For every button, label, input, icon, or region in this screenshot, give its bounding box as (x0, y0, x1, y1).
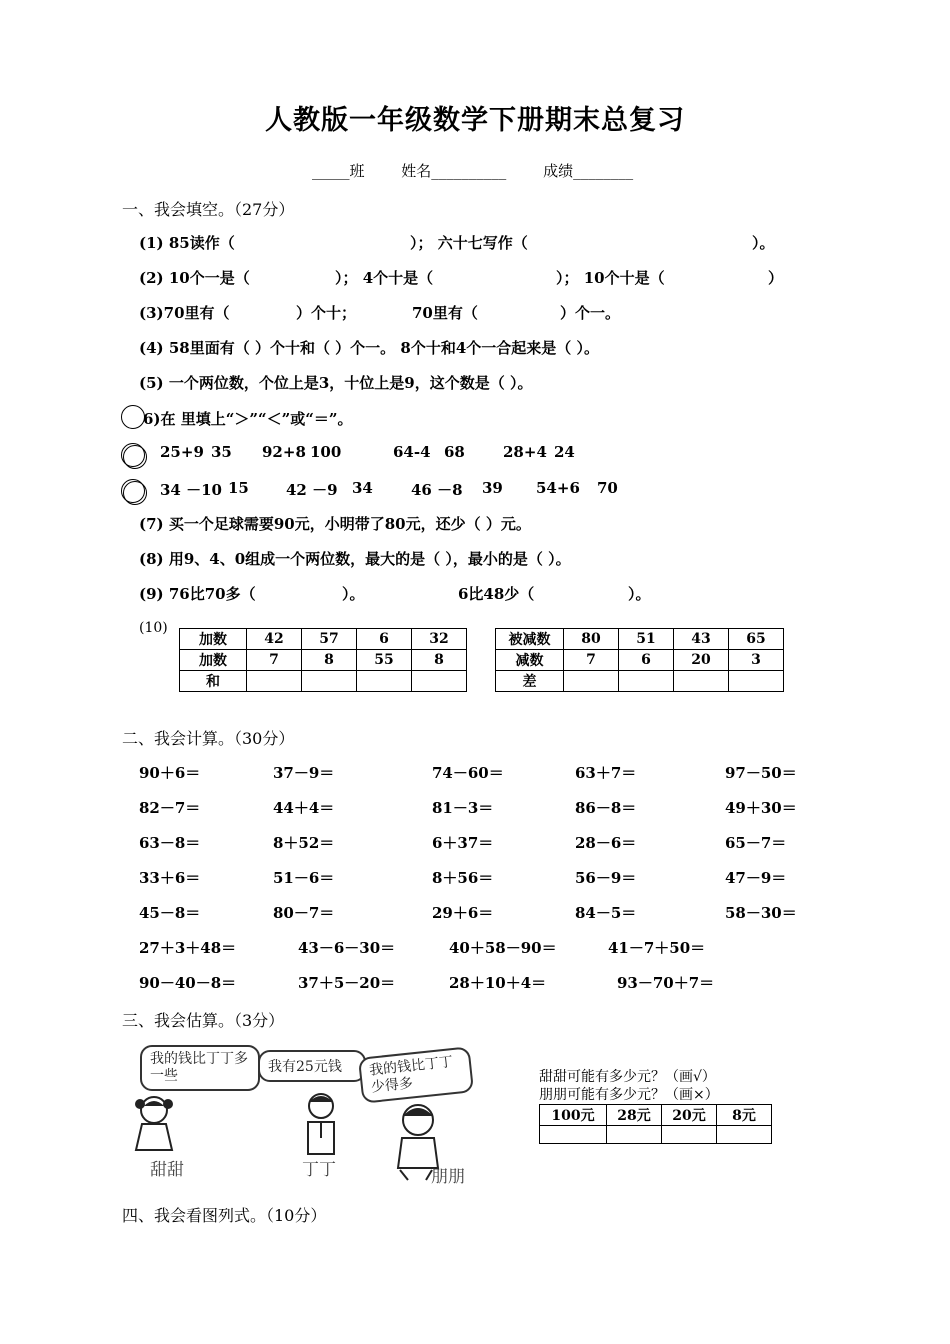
question-2-part-c: ）； 10个十是（ (556, 269, 665, 287)
calc-problem: 81－3＝ (432, 799, 494, 817)
compare-value: 34 (352, 479, 373, 497)
answer-cell[interactable] (674, 671, 729, 692)
table-row (180, 629, 467, 650)
answer-cell[interactable] (619, 671, 674, 692)
compare-expr: 34 －10 (160, 481, 222, 499)
compare-expr: 25+9 (160, 443, 204, 461)
calc-problem: 90－40－8＝ (139, 974, 237, 992)
question-1-part-a: (1) 85读作（ (139, 234, 235, 252)
question-3-part-d: ）个一。 (560, 304, 621, 322)
calc-problem: 44＋4＝ (273, 799, 335, 817)
compare-value: 39 (482, 479, 503, 497)
calc-problem: 90＋6＝ (139, 764, 201, 782)
table-cell: 加数 (180, 629, 247, 650)
name-field: 姓名__________ (401, 162, 507, 180)
table-cell: 43 (674, 629, 729, 650)
estimate-question-b: 朋朋可能有多少元？（画×） (539, 1087, 719, 1103)
answer-cell[interactable] (247, 671, 302, 692)
compare-expr: 54+6 (536, 479, 580, 497)
compare-expr: 46 －8 (411, 481, 463, 499)
answer-cell[interactable] (412, 671, 467, 692)
table-cell: 加数 (180, 650, 247, 671)
table-cell: 32 (412, 629, 467, 650)
table-cell: 57 (302, 629, 357, 650)
answer-cell[interactable] (540, 1126, 607, 1144)
calc-problem: 74－60＝ (432, 764, 504, 782)
option-cell: 20元 (662, 1105, 717, 1126)
calc-problem: 97－50＝ (725, 764, 797, 782)
table-row (540, 1105, 772, 1126)
compare-expr: 42 －9 (286, 481, 338, 499)
table-row (540, 1126, 772, 1144)
speech-bubble-pengpeng: 我的钱比丁丁少得多 (358, 1046, 474, 1103)
score-field: 成绩________ (543, 162, 634, 180)
table-cell: 6 (619, 650, 674, 671)
answer-cell[interactable] (564, 671, 619, 692)
label-tiantian: 甜甜 (150, 1160, 184, 1180)
calc-problem: 33＋6＝ (139, 869, 201, 887)
calc-problem: 41－7＋50＝ (608, 939, 706, 957)
question-1-part-c: ）。 (752, 234, 775, 252)
calc-problem: 6＋37＝ (432, 834, 494, 852)
calc-problem: 40＋58－90＝ (449, 939, 557, 957)
question-3-part-a: (3)70里有（ (139, 304, 230, 322)
table-row (496, 629, 784, 650)
calc-problem: 8＋52＝ (273, 834, 335, 852)
table-cell: 差 (496, 671, 564, 692)
calc-problem: 47－9＝ (725, 869, 787, 887)
section-2-heading: 二、我会计算。（30分） (122, 729, 295, 748)
calc-problem: 65－7＝ (725, 834, 787, 852)
calc-problem: 29＋6＝ (432, 904, 494, 922)
question-1-part-b: ）； 六十七写作（ (410, 234, 528, 252)
table-cell: 8 (412, 650, 467, 671)
compare-value: 15 (228, 479, 249, 497)
calc-problem: 56－9＝ (575, 869, 637, 887)
calc-problem: 49＋30＝ (725, 799, 797, 817)
speech-bubble-dingding: 我有25元钱 (258, 1050, 366, 1082)
section-1-heading: 一、我会填空。（27分） (122, 200, 295, 219)
calc-problem: 28＋10＋4＝ (449, 974, 547, 992)
question-4: (4) 58里面有（ ）个十和（ ）个一。 8个十和4个一合起来是（ ）。 (139, 339, 599, 357)
calc-problem: 45－8＝ (139, 904, 201, 922)
question-9-part-d: ）。 (628, 585, 651, 603)
table-row (180, 650, 467, 671)
question-3-part-b: ）个十； (296, 304, 357, 322)
table-cell: 6 (357, 629, 412, 650)
calc-problem: 93－70＋7＝ (617, 974, 715, 992)
question-9-part-a: (9) 76比70多（ (139, 585, 256, 603)
table-cell: 减数 (496, 650, 564, 671)
section-4-heading: 四、我会看图列式。（10分） (122, 1206, 327, 1225)
table-cell: 3 (729, 650, 784, 671)
compare-value: 35 (211, 443, 232, 461)
subtraction-table (495, 628, 784, 692)
label-pengpeng: 朋朋 (431, 1167, 465, 1187)
student-info-line (312, 160, 665, 181)
compare-expr: 64-4 (393, 443, 431, 461)
page-title: 人教版一年级数学下册期末总复习 (265, 105, 685, 136)
calc-problem: 80－7＝ (273, 904, 335, 922)
compare-value: 100 (310, 443, 342, 461)
table-cell: 7 (247, 650, 302, 671)
compare-expr: 28+4 (503, 443, 547, 461)
calc-problem: 37－9＝ (273, 764, 335, 782)
compare-value: 24 (554, 443, 575, 461)
compare-expr: 92+8 (262, 443, 306, 461)
calc-problem: 63－8＝ (139, 834, 201, 852)
option-cell: 100元 (540, 1105, 607, 1126)
calc-problem: 8＋56＝ (432, 869, 494, 887)
question-9-part-b: ）。 (342, 585, 365, 603)
calc-problem: 86－8＝ (575, 799, 637, 817)
estimate-options-table (539, 1104, 772, 1144)
question-8: (8) 用9、4、0组成一个两位数，最大的是（ ），最小的是（ ）。 (139, 550, 571, 568)
table-cell: 55 (357, 650, 412, 671)
table-cell: 20 (674, 650, 729, 671)
circle-placeholder-icon (121, 405, 145, 429)
table-cell: 65 (729, 629, 784, 650)
question-2-part-a: (2) 10个一是（ (139, 269, 250, 287)
table-cell: 和 (180, 671, 247, 692)
calc-problem: 51－6＝ (273, 869, 335, 887)
section-3-heading: 三、我会估算。（3分） (122, 1011, 285, 1030)
question-2-part-d: ） (768, 269, 784, 287)
girl-figure-icon (124, 1090, 184, 1156)
answer-cell[interactable] (717, 1126, 772, 1144)
answer-cell[interactable] (729, 671, 784, 692)
calc-problem: 28－6＝ (575, 834, 637, 852)
calc-problem: 43－6－30＝ (298, 939, 396, 957)
label-dingding: 丁丁 (302, 1160, 336, 1180)
estimate-question-a: 甜甜可能有多少元？（画√） (539, 1069, 716, 1085)
table-cell: 42 (247, 629, 302, 650)
table-cell: 7 (564, 650, 619, 671)
question-2-part-b: ）； 4个十是（ (335, 269, 434, 287)
calc-problem: 63＋7＝ (575, 764, 637, 782)
table-row (496, 671, 784, 692)
question-3-part-c: 70里有（ (412, 304, 478, 322)
addition-table (179, 628, 467, 692)
calc-problem: 37＋5－20＝ (298, 974, 396, 992)
compare-value: 68 (444, 443, 465, 461)
calc-problem: 82－7＝ (139, 799, 201, 817)
option-cell: 28元 (607, 1105, 662, 1126)
circle-placeholder-icon (123, 481, 147, 505)
table-row (496, 650, 784, 671)
question-7: (7) 买一个足球需要90元，小明带了80元，还少（ ）元。 (139, 515, 531, 533)
answer-cell[interactable] (357, 671, 412, 692)
table-cell: 8 (302, 650, 357, 671)
calc-problem: 84－5＝ (575, 904, 637, 922)
class-field: _____班 (312, 162, 365, 180)
answer-cell[interactable] (662, 1126, 717, 1144)
compare-value: 70 (597, 479, 618, 497)
question-6: 6)在 里填上“＞”“＜”或“＝”。 (143, 410, 353, 428)
question-10-label: (10) (139, 620, 168, 636)
circle-placeholder-icon (123, 445, 147, 469)
calc-problem: 27＋3＋48＝ (139, 939, 237, 957)
answer-cell[interactable] (607, 1126, 662, 1144)
option-cell: 8元 (717, 1105, 772, 1126)
boy-figure-icon (296, 1088, 346, 1158)
answer-cell[interactable] (302, 671, 357, 692)
table-row (180, 671, 467, 692)
question-9-part-c: 6比48少（ (458, 585, 535, 603)
table-cell: 51 (619, 629, 674, 650)
table-cell: 被减数 (496, 629, 564, 650)
table-cell: 80 (564, 629, 619, 650)
speech-bubble-tiantian: 我的钱比丁丁多一些 (140, 1045, 260, 1091)
calc-problem: 58－30＝ (725, 904, 797, 922)
question-5: (5) 一个两位数，个位上是3，十位上是9，这个数是（ ）。 (139, 374, 533, 392)
